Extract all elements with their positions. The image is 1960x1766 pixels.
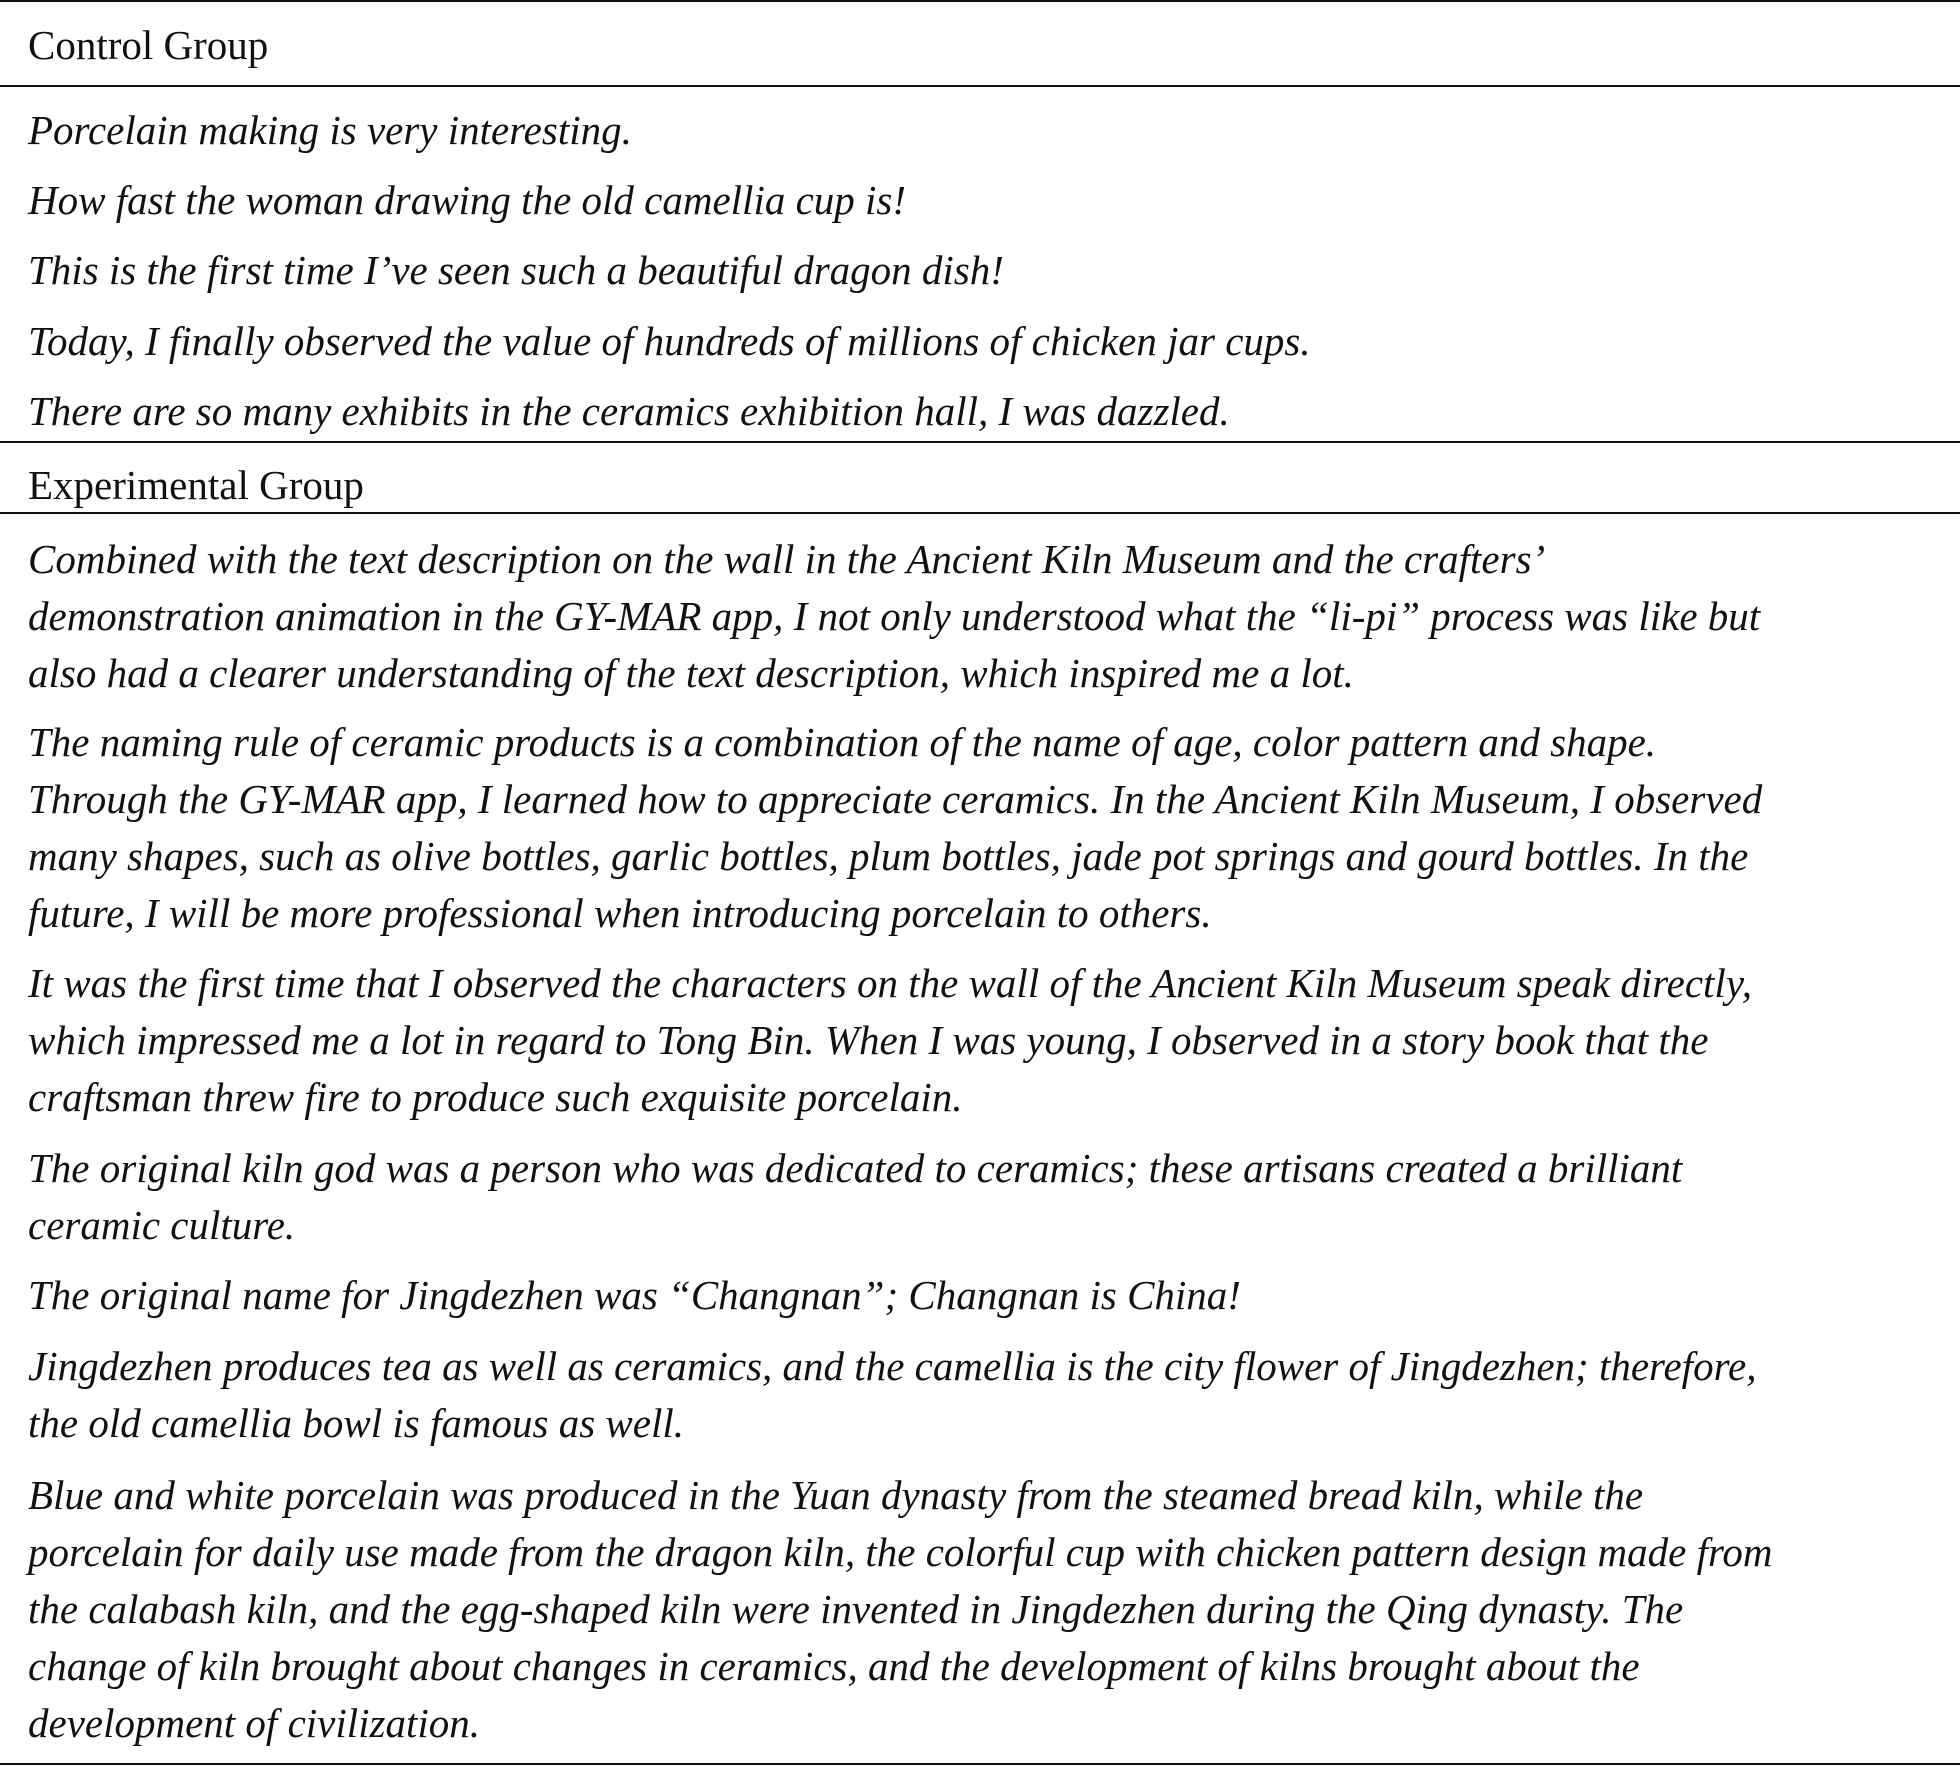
entry-line: The naming rule of ceramic products is a combination of the name of age, color pattern and shape. — [28, 719, 1657, 765]
control-header-rule — [0, 85, 1960, 87]
entry-line: future, I will be more professional when introducing porcelain to others. — [28, 890, 1212, 936]
bottom-rule — [0, 1763, 1960, 1765]
entry-line: This is the first time I’ve seen such a beautiful dragon dish! — [28, 247, 1004, 293]
experimental-group-header: Experimental Group — [28, 462, 364, 508]
experimental-entry-4 — [28, 1140, 1938, 1254]
entry-line: Porcelain making is very interesting. — [28, 107, 632, 153]
control-entry-5 — [28, 386, 1938, 436]
entry-line: craftsman threw fire to produce such exquisite porcelain. — [28, 1074, 963, 1120]
control-entry-2 — [28, 175, 1938, 225]
entry-line: the old camellia bowl is famous as well. — [28, 1400, 684, 1446]
entry-line: Today, I finally observed the value of hundreds of millions of chicken jar cups. — [28, 318, 1311, 364]
entry-line: The original kiln god was a person who was dedicated to ceramics; these artisans created a brilliant — [28, 1145, 1683, 1191]
entry-line: Through the GY-MAR app, I learned how to appreciate ceramics. In the Ancient Kiln Museum, I observed — [28, 776, 1763, 822]
entry-line: many shapes, such as olive bottles, garlic bottles, plum bottles, jade pot springs and gourd bottles. In the — [28, 833, 1749, 879]
entry-line: How fast the woman drawing the old camellia cup is! — [28, 177, 907, 223]
control-entry-4 — [28, 316, 1938, 366]
entry-line: also had a clearer understanding of the text description, which inspired me a lot. — [28, 650, 1354, 696]
entry-line: change of kiln brought about changes in ceramics, and the development of kilns brought about the — [28, 1643, 1640, 1689]
entry-line: porcelain for daily use made from the dragon kiln, the colorful cup with chicken pattern design made from — [28, 1529, 1773, 1575]
experimental-entry-1 — [28, 531, 1938, 702]
experimental-entry-3 — [28, 955, 1938, 1126]
experimental-entry-5 — [28, 1270, 1938, 1320]
top-rule — [0, 0, 1960, 2]
entry-line: Blue and white porcelain was produced in the Yuan dynasty from the steamed bread kiln, while the — [28, 1472, 1644, 1518]
entry-line: The original name for Jingdezhen was “Changnan”; Changnan is China! — [28, 1272, 1241, 1318]
control-entry-1 — [28, 105, 1938, 155]
group-divider-rule — [0, 441, 1960, 443]
experimental-entry-7 — [28, 1467, 1938, 1752]
control-entry-3 — [28, 245, 1938, 295]
entry-line: the calabash kiln, and the egg-shaped kiln were invented in Jingdezhen during the Qing dynasty. The — [28, 1586, 1684, 1632]
entry-line: Combined with the text description on the wall in the Ancient Kiln Museum and the crafters’ — [28, 536, 1546, 582]
entry-line: There are so many exhibits in the ceramics exhibition hall, I was dazzled. — [28, 388, 1230, 434]
entry-line: demonstration animation in the GY-MAR app, I not only understood what the “li-pi” process was like but — [28, 593, 1761, 639]
entry-line: which impressed me a lot in regard to Tong Bin. When I was young, I observed in a story book that the — [28, 1017, 1709, 1063]
control-group-header: Control Group — [28, 22, 269, 68]
experimental-entry-6 — [28, 1338, 1938, 1452]
entry-line: development of civilization. — [28, 1700, 481, 1746]
experimental-header-rule — [0, 512, 1960, 514]
entry-line: ceramic culture. — [28, 1202, 296, 1248]
experimental-entry-2 — [28, 714, 1938, 942]
entry-line: Jingdezhen produces tea as well as ceramics, and the camellia is the city flower of Jingdezhen; therefore, — [28, 1343, 1757, 1389]
entry-line: It was the first time that I observed the characters on the wall of the Ancient Kiln Museum speak directly, — [28, 960, 1753, 1006]
